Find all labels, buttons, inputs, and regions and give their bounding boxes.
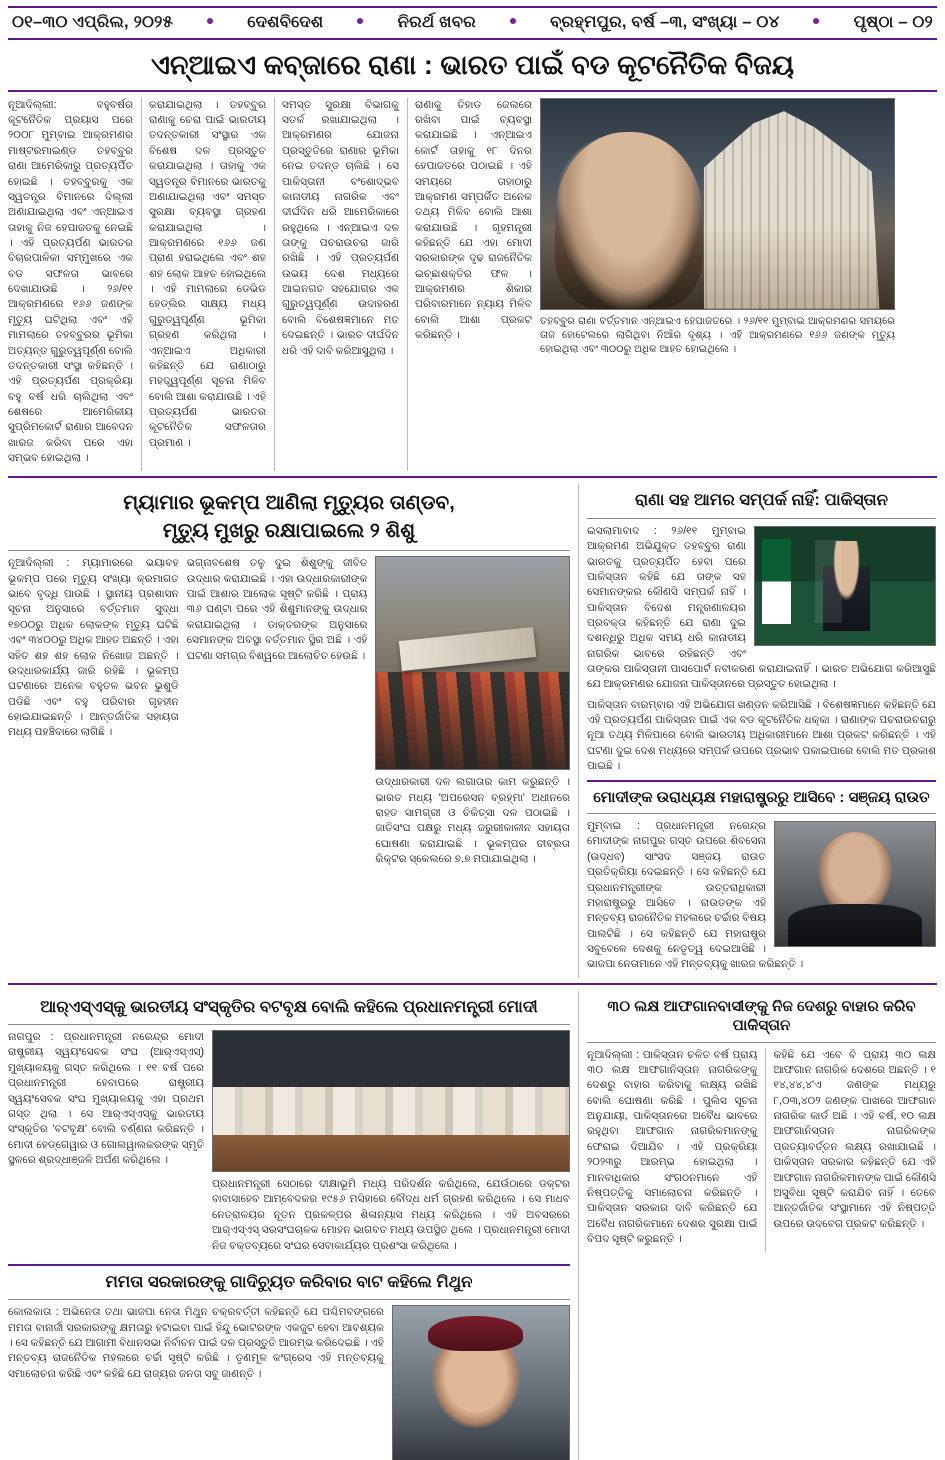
quake-col-2: ଭଗ୍ନାବଶେଷ ତଳୁ ଦୁଇ ଶିଶୁଙ୍କୁ ଜୀବିତ ଉଦ୍ଧାର କରାଯାଇଛି । ଏହା ଉଦ୍ଧାରକାରୀଙ୍କ ପାଇଁ ଆଶାର ଆଲୋକ ସୃଷ୍ଟି କରିଛି । ପ୍ରାୟ ୩୬ ଘଣ୍ଟା ପରେ ଏହି ଶିଶୁମାନଙ୍କୁ ଉଦ୍ଧାର କରାଯାଇଥିଲା । ଡାକ୍ତରଙ୍କ ଅନୁସାରେ ସେମାନଙ୍କ ଅବସ୍ଥା ବର୍ତ୍ତମାନ ସ୍ଥିର ଅଛି । ଏହି ଘଟଣା ସମଗ୍ର ବିଶ୍ୱରେ ଆଲୋଚିତ ହେଉଛି । [186, 557, 368, 662]
raut-col-1: ମୁମ୍ବାଇ : ପ୍ରଧାନମନ୍ତ୍ରୀ ନରେନ୍ଦ୍ର ମୋଦୀଙ୍କ ନାଗପୁର ଗସ୍ତ ଉପରେ ଶିବସେନା (ଉଦ୍ଧବ) ସାଂସଦ ସଞ୍ଜୟ ରାଉତ ପ୍ରତିକ୍ରିୟା ଦେଇଛନ୍ତି । ସେ କହିଛନ୍ତି ଯେ ପ୍ରଧାନମନ୍ତ୍ରୀଙ୍କ ଉତ୍ତରାଧିକାରୀ ମହାରାଷ୍ଟ୍ରରୁ ଆସିବେ । ରାଉତଙ୍କ ଏହି ମନ୍ତବ୍ୟ ରାଜନୈତିକ ମହଲରେ ଚର୍ଚ୍ଚାର ବିଷୟ ପାଲଟିଛି । ସେ କହିଛନ୍ତି ଯେ ମହାରାଷ୍ଟ୍ର ସବୁବେଳେ ଦେଶକୁ ନେତୃତ୍ୱ ଦେଇଆସିଛି । ଭାଜପା ନେତାମାନେ ଏହି ମନ୍ତବ୍ୟକୁ ଖାରଜ କରିଛନ୍ତି । [587, 819, 936, 973]
divider [8, 1299, 570, 1300]
mithun-chakraborty-photo [392, 1305, 570, 1460]
divider [8, 983, 937, 985]
lead-col-4: ରାଣାକୁ ତିହାଡ ଜେଲରେ ରଖିବା ପାଇଁ ବ୍ୟବସ୍ଥା କରାଯାଇଛି । ଏନ୍‌ଆଇଏ କୋର୍ଟ ତାହାକୁ ୧୮ ଦିନର ହେପାଜତରେ ପଠାଇଛି । ଏହି ସମୟରେ ତାହାଠାରୁ ଆକ୍ରମଣ ସମ୍ପର୍କିତ ଅନେକ ତଥ୍ୟ ମିଳିବ ବୋଲି ଆଶା କରାଯାଉଛି । ଗୃହମନ୍ତ୍ରୀ କହିଛନ୍ତି ଯେ ଏହା ମୋଦୀ ସରକାରଙ୍କ ଦୃଢ ରାଜନୈତିକ ଇଚ୍ଛାଶକ୍ତିର ଫଳ । ଆକ୍ରମଣର ଶିକାର ପରିବାରମାନେ ନ୍ୟାୟ ମିଳିବ ବୋଲି ଆଶା ପ୍ରକଟ କରିଛନ୍ତି । [407, 98, 532, 472]
sanjay-raut-photo [774, 821, 936, 947]
lead-col-2: କରାଯାଇଥିଲା । ତହବ୍ବୁର ରାଣାକୁ ଚେରା ପାଇଁ ଭାରତୀୟ ତଦନ୍ତକାରୀ ସଂସ୍ଥାର ଏକ ବିଶେଷ ଦଳ ପ୍ରସ୍ତୁତ କରାଯାଇଥିଲା । ତାହାକୁ ଏକ ସ୍ୱତନ୍ତ୍ର ବିମାନରେ ଭାରତକୁ ଅଣାଯାଇଥିଲା ଏବଂ ସମସ୍ତ ସୁରକ୍ଷା ବ୍ୟବସ୍ଥା ଗ୍ରହଣ କରାଯାଇଥିଲା । ଆକ୍ରମଣରେ ୧୬୬ ଜଣ ପ୍ରାଣ ହରାଇଥିଲେ ଏବଂ ଶହ ଶହ ଲୋକ ଆହତ ହୋଇଥିଲେ । ଏହି ମାମଲାରେ ଡେଭିଡ ହେଡ୍‌ଲିର ସାକ୍ଷ୍ୟ ମଧ୍ୟ ଗୁରୁତ୍ୱପୂର୍ଣ୍ଣ ଭୂମିକା ଗ୍ରହଣ କରିଥିଲା । ଏନ୍‌ଆଇଏ ଅଧିକାରୀ କହିଛନ୍ତି ଯେ ରାଣାଠାରୁ ମହତ୍ତ୍ୱପୂର୍ଣ୍ଣ ସୂଚନା ମିଳିବ ବୋଲି ଆଶା କରାଯାଉଛି । ଏହି ପ୍ରତ୍ୟର୍ପଣ ଭାରତର କୂଟନୈତିକ ସଫଳତାର ପ୍ରମାଣ । [141, 98, 266, 472]
photo-placeholder-label [376, 557, 569, 769]
lead-col-1: ନୂଆଦିଲ୍ଲୀ: ବହୁବର୍ଷର କୂଟନୈତିକ ପ୍ରୟାସ ପରେ ୨୦୦୮ ମୁମ୍ବାଇ ଆକ୍ରମଣର ମାଷ୍ଟରମାଇଣ୍ଡ ତହବ୍ବୁର ରାଣା ଆମେରିକାରୁ ପ୍ରତ୍ୟର୍ପିତ ହୋଇଛି । ତହବ୍ବୁରକୁ ଏକ ସ୍ୱତନ୍ତ୍ର ବିମାନରେ ଦିଲ୍ଲୀ ଅଣାଯାଇଥିଲା ଏବଂ ଏନ୍‌ଆଇଏ ତାହାକୁ ନିଜ ହେପାଜତକୁ ନେଇଛି । ଏହି ପ୍ରତ୍ୟର୍ପଣ ଭାରତର ବିଚାରପାଳିକା ସମ୍ମୁଖରେ ଏକ ବଡ ସଫଳତା ଭାବରେ ଦେଖାଯାଉଛି । ୨୬/୧୧ ଆକ୍ରମଣରେ ୧୬୬ ଜଣଙ୍କ ମୃତ୍ୟୁ ଘଟିଥିଲା ଏବଂ ଏହି ମାମଲାରେ ତହବ୍ବୁରର ଭୂମିକା ଅତ୍ୟନ୍ତ ଗୁରୁତ୍ୱପୂର୍ଣ୍ଣ ବୋଲି ତଦନ୍ତକାରୀ ସଂସ୍ଥା କହିଛନ୍ତି । ଏହି ପ୍ରତ୍ୟର୍ପଣ ପ୍ରକ୍ରିୟା ବହୁ ବର୍ଷ ଧରି ଚାଲିଥିଲା ଏବଂ ଶେଷରେ ଆମେରିକୀୟ ସୁପ୍ରିମକୋର୍ଟ ରାଣାର ଆବେଦନ ଖାରଜ କରିବା ପରେ ଏହା ସମ୍ଭବ ହୋଇଥିଲା । [8, 98, 133, 465]
masthead-date: ୦୧–୩୦ ଏପ୍ରିଲ, ୨୦୨୫ [12, 13, 174, 31]
divider [8, 1024, 570, 1025]
quake-headline-line1: ମ୍ୟାମାର ଭୂକମ୍ପ ଆଣିଲା ମୃତ୍ୟୁର ତାଣ୍ଡବ, [123, 492, 455, 515]
mithun-photo-block [392, 1305, 570, 1460]
divider [8, 476, 937, 478]
quake-col-1: ନୂଆଦିଲ୍ଲୀ : ମ୍ୟାମାରରେ ଭୟାବହ ଭୂକମ୍ପ ପରେ ମୃତ୍ୟୁ ସଂଖ୍ୟା କ୍ରମାଗତ ଭାବେ ବୃଦ୍ଧି ପାଉଛି । ସ୍ଥାନୀୟ ପ୍ରଶାସନ ସୂଚନା ଅନୁସାରେ ବର୍ତ୍ତମାନ ସୁଦ୍ଧା ୧୭୦୦ରୁ ଅଧିକ ଲୋକଙ୍କ ମୃତ୍ୟୁ ଘଟିଛି ଏବଂ ୩୪୦୦ରୁ ଅଧିକ ଆହତ ଅଛନ୍ତି । ଏହା ସହିତ ଶହ ଶହ ଲୋକ ନିଖୋଜ ଅଛନ୍ତି । ଉଦ୍ଧାରକାର୍ଯ୍ୟ ଜାରି ରହିଛି । ଭୂକମ୍ପ ଘଟଣାରେ ଅନେକ ବହୁତଳ ଭବନ ଭୁଶୁଡି ପଡିଛି ଏବଂ ବହୁ ପରିବାର ଗୃହହୀନ ହୋଇଯାଇଛନ୍ତି । ଆନ୍ତର୍ଜାତିକ ସହାୟତା ମଧ୍ୟ ପହଞ୍ଚିବାରେ ଲାଗିଛି । [8, 557, 179, 739]
masthead-tagline: ନିରର୍ଥ ଖବର [397, 13, 476, 31]
rss-event-photo [212, 1030, 570, 1172]
right-band [578, 484, 936, 977]
quake-mid-col [187, 556, 368, 872]
divider [587, 813, 936, 814]
lead-headline: ଏନ୍‌ଆଇଏ କବ୍‌ଜାରେ ରାଣା : ଭାରତ ପାଇଁ ବଡ କୂଟନୈତିକ ବିଜୟ [8, 49, 937, 92]
mithun-headline: ମମତା ସରକାରଙ୍କୁ ଗାଦିଚ୍ୟୁତ କରିବାର ବାଟ କହିଲେ ମିଥୁନ [105, 1272, 473, 1291]
lead-photo-block [540, 98, 895, 472]
lower-band [8, 991, 937, 1460]
masthead-section: ଦେଶବିଦେଶ [247, 13, 324, 31]
quake-story [8, 484, 570, 977]
rana-pak-headline: ରାଣା ସହ ଆମର ସମ୍ପର୍କ ନାହିଁ: ପାକିସ୍ତାନ [634, 491, 889, 510]
rana-taj-hotel-photo [540, 98, 895, 310]
middle-band [8, 484, 937, 977]
rss-col-1: ନାଗପୁର : ପ୍ରଧାନମନ୍ତ୍ରୀ ନରେନ୍ଦ୍ର ମୋଦୀ ରାଷ୍ଟ୍ରୀୟ ସ୍ୱୟଂସେବକ ସଂଘ (ଆର୍‌ଏସ୍‌ଏସ୍‌) ମୁଖ୍ୟାଳୟକୁ ଗସ୍ତ କରିଥିଲେ । ୧୧ ବର୍ଷ ପରେ ପ୍ରଧାନମନ୍ତ୍ରୀ ହେବାପରେ ରାଷ୍ଟ୍ରୀୟ ସ୍ୱୟଂସେବକ ସଂଘ ମୁଖ୍ୟାଳୟକୁ ଏହା ପ୍ରଥମ ଗସ୍ତ ଥିଲା । ସେ ଆର୍‌ଏସ୍‌ଏସ୍‌କୁ ଭାରତୀୟ ସଂସ୍କୃତିର 'ବଟବୃକ୍ଷ' ବୋଲି ବର୍ଣ୍ଣନା କରିଛନ୍ତି । ମୋଦୀ ହେଡ୍‌ଗେୱାର ଓ ଗୋଲୱାଲକରଙ୍କ ସ୍ମୃତି ସ୍ଥଳରେ ଶ୍ରଦ୍ଧାଞ୍ଜଳି ଅର୍ପଣ କରିଥିଲେ । [8, 1031, 204, 1166]
divider [587, 1042, 936, 1043]
divider [587, 518, 936, 519]
rss-headline: ଆର୍‌ଏସ୍‌ଏସ୍‌କୁ ଭାରତୀୟ ସଂସ୍କୃତିର ବଟବୃକ୍ଷ ବୋଲି କହିଲେ ପ୍ରଧାନମନ୍ତ୍ରୀ ମୋଦୀ [40, 997, 538, 1016]
quake-photo-block [375, 556, 570, 872]
masthead-page-number: ପୃଷ୍ଠା – ୦୨ [853, 13, 933, 31]
photo-placeholder-label [755, 527, 935, 645]
masthead-dot-icon [357, 18, 363, 24]
afghan-story [578, 991, 936, 1460]
afghan-col-1: ନୂଆଦିଲ୍ଲୀ : ପାକିସ୍ତାନ ଚଳିତ ବର୍ଷ ପ୍ରାୟ ୩୦ ଲକ୍ଷ ଆଫଗାନିସ୍ତାନ ନାଗରିକଙ୍କୁ ଦେଶରୁ ବାହାର କରିବାକୁ ଲକ୍ଷ୍ୟ ରଖିଛି ବୋଲି ଘୋଷଣା କରିଛି । ପୁଲିସ ସୂଚନା ଅନୁଯାୟୀ, ପାକିସ୍ତାନରେ ଅବୈଧ ଭାବରେ ରହୁଥିବା ଆଫଗାନ ନାଗରିକମାନଙ୍କୁ ଫେରାଇ ଦିଆଯିବ । ଏହି ପ୍ରକ୍ରିୟା ୨୦୨୩ରୁ ଆରମ୍ଭ ହୋଇଥିଲା । ମାନବାଧିକାର ସଂଗଠନମାନେ ଏହି ନିଷ୍ପତ୍ତିକୁ ସମାଲୋଚନା କରିଛନ୍ତି । ପାକିସ୍ତାନ ସରକାର ଦାବି କରିଛନ୍ତି ଯେ ଅବୈଧ ନାଗରିକମାନେ ଦେଶର ସୁରକ୍ଷା ପାଇଁ ବିପଦ ସୃଷ୍ଟି କରୁଛନ୍ତି । [587, 1048, 758, 1245]
earthquake-rescue-photo [375, 556, 570, 770]
lead-story [8, 98, 937, 472]
photo-placeholder-label [775, 822, 935, 946]
photo-placeholder-label [541, 99, 894, 309]
lead-col-3: ସମସ୍ତ ସୁରକ୍ଷା ବିଭାଗକୁ ସତର୍କ ରଖାଯାଇଥିଲା । ଆକ୍ରମଣର ଯୋଜନା ପ୍ରସ୍ତୁତିରେ ରାଣାର ଭୂମିକା ନେଇ ତଦନ୍ତ ଚାଲିଛି । ସେ ପାକିସ୍ତାନୀ ବଂଶୋଦ୍ଭବ କାନାଡୀୟ ନାଗରିକ ଏବଂ ଦୀର୍ଘଦିନ ଧରି ଆମେରିକାରେ ରହୁଥିଲେ । ଏନ୍‌ଆଇଏ ଦଳ ତାଙ୍କୁ ପଚରାଉଚରା ଜାରି ରଖିଛି । ଏହି ପ୍ରତ୍ୟର୍ପଣ ଉଭୟ ଦେଶ ମଧ୍ୟରେ ଆଇନଗତ ସହଯୋଗର ଏକ ଗୁରୁତ୍ୱପୂର୍ଣ୍ଣ ଉଦାହରଣ ବୋଲି ବିଶେଷଜ୍ଞମାନେ ମତ ଦେଇଛନ୍ତି । ଭାରତ ଦୀର୍ଘଦିନ ଧରି ଏହି ଦାବି କରିଆସୁଥିଲା । [274, 98, 399, 472]
masthead-dot-icon [207, 18, 213, 24]
masthead-dot-icon [813, 18, 819, 24]
lead-photo-caption: ତହବ୍ବୁର ରାଣା ବର୍ତ୍ତମାନ ଏନ୍‌ଆଇଏ ହେପାଜତରେ । ୨୬/୧୧ ମୁମ୍ବାଇ ଆକ୍ରମଣର ସମୟରେ ତାଜ ହୋଟେଲରେ ଲାଗିଥିବା ନିଆଁର ଦୃଶ୍ୟ । ଏହି ଆକ୍ରମଣରେ ୧୬୬ ଜଣଙ୍କ ମୃତ୍ୟୁ ହୋଇଥିଲା ଏବଂ ୩୦୦ରୁ ଅଧିକ ଆହତ ହୋଇଥିଲେ । [540, 315, 895, 356]
divider [587, 780, 936, 782]
masthead [8, 6, 937, 40]
pakistan-spokesperson-photo [754, 526, 936, 646]
rana-pak-col-1: ଇସଲାମାବାଦ : ୨୬/୧୧ ମୁମ୍ବାଇ ଆକ୍ରମଣ ଅଭିଯୁକ୍ତ ତହବ୍ବୁର ରାଣା ଭାରତକୁ ପ୍ରତ୍ୟର୍ପିତ ହେବା ପରେ ପାକିସ୍ତାନ କହିଛି ଯେ ତାଙ୍କ ସହ ସେମାନଙ୍କର କୌଣସି ସମ୍ପର୍କ ନାହିଁ । ପାକିସ୍ତାନ ବିଦେଶ ମନ୍ତ୍ରଣାଳୟର ପ୍ରବକ୍ତା କହିଛନ୍ତି ଯେ ରାଣା ଦୁଇ ଦଶନ୍ଧିରୁ ଅଧିକ ସମୟ ଧରି କାନାଡୀୟ ନାଗରିକ ଭାବରେ ରହିଛନ୍ତି ଏବଂ ତାଙ୍କର ପାକିସ୍ତାନୀ ପାସପୋର୍ଟ ନବୀକରଣ କରାଯାଇନାହିଁ । ଭାରତ ଅଭିଯୋଗ କରିଆସୁଛି ଯେ ଆକ୍ରମଣର ଯୋଜନା ପାକିସ୍ତାନରେ ପ୍ରସ୍ତୁତ ହୋଇଥିଲା । ପାକିସ୍ତାନ ବାରମ୍ବାର ଏହି ଅଭିଯୋଗ ଖଣ୍ଡନ କରିଆସିଛି । ବିଶେଷଜ୍ଞମାନେ କହିଛନ୍ତି ଯେ ଏହି ପ୍ରତ୍ୟର୍ପଣ ପାକିସ୍ତାନ ପାଇଁ ଏକ ବଡ କୂଟନୈତିକ ଧକ୍କା । ରାଣାଙ୍କ ପଚରାଉଚରାରୁ ନୂଆ ତଥ୍ୟ ମିଳିପାରେ ବୋଲି ଭାରତୀୟ ଅଧିକାରୀମାନେ ଆଶା ପ୍ରକଟ କରିଛନ୍ତି । ଏହି ଘଟଣା ଦୁଇ ଦେଶ ମଧ୍ୟରେ ସମ୍ପର୍କ ଉପରେ ପ୍ରଭାବ ପକାଇପାରେ ବୋଲି ମତ ପ୍ରକାଶ ପାଇଛି । [587, 524, 936, 773]
rss-col-2: ପ୍ରଧାନମନ୍ତ୍ରୀ ସେଠାରେ ଦୀକ୍ଷାଭୂମି ମଧ୍ୟ ପରିଦର୍ଶନ କରିଥିଲେ, ଯେଉଁଠାରେ ଡକ୍ଟର ବାବାସାହେବ ଆମ୍ବେଦକର ୧୯୫୬ ମସିହାରେ ବୌଦ୍ଧ ଧର୍ମ ଗ୍ରହଣ କରିଥିଲେ । ସେ ମାଧବ ନେତ୍ରାଳୟର ନୂତନ ପ୍ରକଳ୍ପର ଶିଳାନ୍ୟାସ ମଧ୍ୟ କରିଥିଲେ । ଏହି ଅବସରରେ ଆର୍‌ଏସ୍‌ଏସ୍‌ ସରସଂଘଚାଳକ ମୋହନ ଭାଗବତ ମଧ୍ୟ ଉପସ୍ଥିତ ଥିଲେ । ପ୍ରଧାନମନ୍ତ୍ରୀ ମୋଦୀ ନିଜ ବକ୍ତବ୍ୟରେ ସଂଘର ସେବାକାର୍ଯ୍ୟର ପ୍ରଶଂସା କରିଥିଲେ । [212, 1178, 570, 1252]
rss-photo-block [212, 1030, 570, 1259]
photo-placeholder-label [213, 1031, 569, 1171]
masthead-place-issue: ବ୍ରହ୍ମପୁର, ବର୍ଷ –୩, ସଂଖ୍ୟା – ୦୪ [550, 13, 780, 31]
quake-col-3: ଉଦ୍ଧାରକାରୀ ଦଳ ଲଗାତାର କାମ କରୁଛନ୍ତି । ଭାରତ ମଧ୍ୟ 'ଅପରେସନ ବ୍ରହ୍ମା' ଅଧୀନରେ ରାହତ ସାମଗ୍ରୀ ଓ ଚିକିତ୍ସା ଦଳ ପଠାଇଛି । ଜାତିସଂଘ ପକ୍ଷରୁ ମଧ୍ୟ ଜରୁରୀକାଳୀନ ସହାୟତା ଘୋଷଣା କରାଯାଇଛି । ଭୂକମ୍ପର ତୀବ୍ରତା ରିକ୍ଟର ସ୍କେଲରେ ୭.୭ ମପାଯାଇଥିଲା । [375, 776, 570, 866]
raut-headline: ମୋଦୀଙ୍କ ଉରାଧ୍ୟକ୍ଷ ମହାରାଷ୍ଟ୍ରରୁ ଆସିବେ : ସଞ୍ଜୟ ରାଉତ [593, 788, 930, 806]
photo-placeholder-label [393, 1306, 569, 1460]
mithun-col-1: କୋଲକାତା : ଅଭିନେତା ତଥା ଭାଜପା ନେତା ମିଥୁନ ଚକ୍ରବର୍ତ୍ତୀ କହିଛନ୍ତି ଯେ ପଶ୍ଚିମବଙ୍ଗରେ ମମତା ବାନାର୍ଜୀ ସରକାରଙ୍କୁ କ୍ଷମତାରୁ ହଟାଇବା ପାଇଁ ହିନ୍ଦୁ ଭୋଟରଙ୍କ ଏକଜୁଟ ହେବା ଆବଶ୍ୟକ । ସେ କହିଛନ୍ତି ଯେ ଆଗାମୀ ବିଧାନସଭା ନିର୍ବାଚନ ପାଇଁ ଦଳ ପ୍ରସ୍ତୁତି ଆରମ୍ଭ କରିଦେଇଛି । ଏହି ମନ୍ତବ୍ୟ ରାଜନୈତିକ ମହଲରେ ଚର୍ଚ୍ଚା ସୃଷ୍ଟି କରିଛି । ତୃଣମୂଳ କଂଗ୍ରେସ ଏହି ମନ୍ତବ୍ୟକୁ ସମାଲୋଚନା କରିଛି ଏବଂ କହିଛି ଯେ ରାଜ୍ୟର ଜନତା ସବୁ ଜାଣନ୍ତି । [8, 1306, 384, 1380]
divider [8, 550, 570, 551]
masthead-dot-icon [510, 18, 516, 24]
afghan-headline: ୩୦ ଲକ୍ଷ ଆଫଗାନବାସୀଙ୍କୁ ନିଜ ଦେଶରୁ ବାହାର କରିବ ପାକିସ୍ତାନ [607, 997, 916, 1035]
afghan-col-2: କହିଛି ଯେ ଏବେ ବି ପ୍ରାୟ ୩୦ ଲକ୍ଷ ଆଫଗାନ ନାଗରିକ ଦେଶରେ ଅଛନ୍ତି । ୧ ୧୪,୪୪,୪'ଏ ଜଣଙ୍କ ମଧ୍ୟରୁ ୮,୦୩,୪୦୨ ଜଣଙ୍କ ପାଖରେ ଆଫଗାନ ନାଗରିକ କାର୍ଡ ଅଛି । ଏହି ବର୍ଷ, ୧୦ ଲକ୍ଷ ଆଫଗାନିସ୍ତାନ ନାଗରିକଙ୍କ ପ୍ରତ୍ୟାବର୍ତ୍ତନ ଲକ୍ଷ୍ୟ ରଖାଯାଇଛି । ପାକିସ୍ତାନ ସରକାର କହିଛନ୍ତି ଯେ ଏହି ଆଫଗାନ ନାଗରିକମାନଙ୍କ ପାଇଁ କୌଣସି ଅସୁବିଧା ସୃଷ୍ଟି କରାଯିବ ନାହିଁ । ତେବେ ଆନ୍ତର୍ଜାତିକ ସଂସ୍ଥାମାନେ ଏହି ନିଷ୍ପତ୍ତି ଉପରେ ଉଦବେଗ ପ୍ରକଟ କରିଛନ୍ତି । [765, 1048, 936, 1253]
divider [8, 1264, 570, 1266]
lower-left [8, 991, 570, 1460]
quake-headline-line2: ମୃତ୍ୟୁ ମୁଖରୁ ରକ୍ଷାପାଇଲେ ୨ ଶିଶୁ [162, 520, 416, 543]
